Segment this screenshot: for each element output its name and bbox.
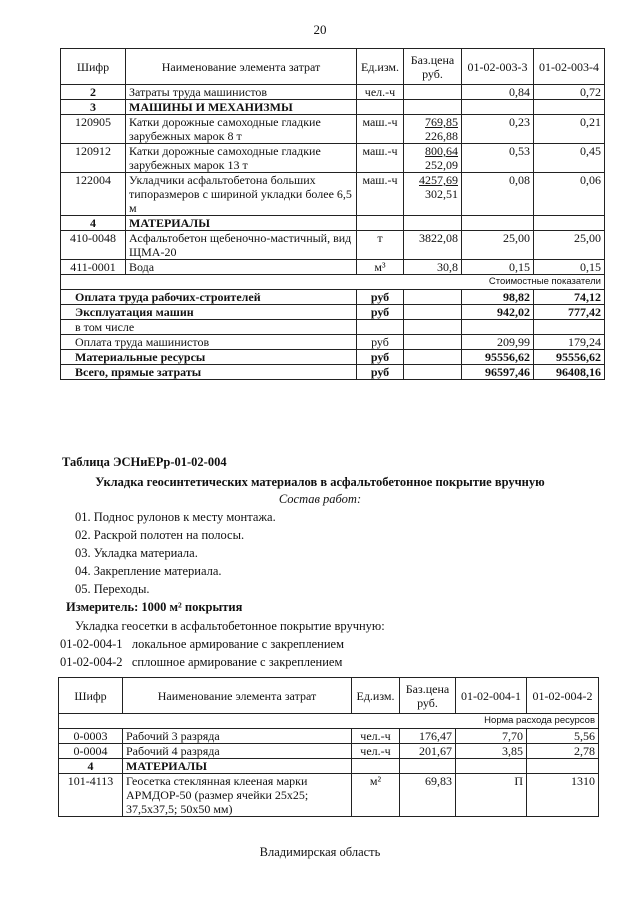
cost-label-row: Стоимостные показатели xyxy=(61,275,605,290)
header-unit: Ед.изм. xyxy=(357,49,404,85)
work-step: 02. Раскрой полотен на полосы. xyxy=(75,528,245,542)
page-number: 20 xyxy=(313,22,327,37)
header-price: Баз.цена руб. xyxy=(400,678,456,714)
section-title: Укладка геосинтетических материалов в асфальтобетонное покрытие вручную xyxy=(95,475,545,489)
table-row: 2 Затраты труда машинистов чел.-ч 0,84 0,72 xyxy=(61,85,605,100)
table-row: 411-0001 Вода м³ 30,8 0,15 0,15 xyxy=(61,260,605,275)
table-header-row xyxy=(59,678,599,714)
header-col1: 01-02-004-1 xyxy=(456,678,527,714)
measure-unit: Измеритель: 1000 м² покрытия xyxy=(66,600,243,614)
table-row: 0-0003 Рабочий 3 разряда чел.-ч 176,47 7,70 5,56 xyxy=(59,729,599,744)
summary-row: Оплата труда машинистов руб 209,99 179,24 xyxy=(61,335,605,350)
work-step: 05. Переходы. xyxy=(75,582,150,596)
header-code: Шифр xyxy=(59,678,123,714)
header-code: Шифр xyxy=(61,49,126,85)
section-row: 4 МАТЕРИАЛЫ xyxy=(59,759,599,774)
header-col2: 01-02-003-4 xyxy=(534,49,605,85)
table-row: 120912 Катки дорожные самоходные гладкие зарубежных марок 13 т маш.-ч 800,64 252,09 0,53 0,45 xyxy=(61,144,605,173)
work-step: 04. Закрепление материала. xyxy=(75,564,222,578)
composition-heading: Состав работ: xyxy=(278,492,362,506)
header-name: Наименование элемента затрат xyxy=(123,678,352,714)
section-row: 3 МАШИНЫ И МЕХАНИЗМЫ xyxy=(61,100,605,115)
section-row: 4 МАТЕРИАЛЫ xyxy=(61,216,605,231)
table-row: 101-4113 Геосетка стеклянная клееная марки АРМДОР-50 (размер ячейки 25х25; 37,5х37,5; 50х50 мм) м² 69,83 П 1310 xyxy=(59,774,599,817)
summary-row: Всего, прямые затраты руб 96597,46 96408,16 xyxy=(61,365,605,380)
table-row: 0-0004 Рабочий 4 разряда чел.-ч 201,67 3,85 2,78 xyxy=(59,744,599,759)
work-description: Укладка геосетки в асфальтобетонное покрытие вручную: xyxy=(75,619,385,633)
header-price: Баз.цена руб. xyxy=(404,49,462,85)
norm-label-row: Норма расхода ресурсов xyxy=(59,714,599,729)
table-row: 410-0048 Асфальтобетон щебеночно-мастичный, вид ЩМА-20 т 3822,08 25,00 25,00 xyxy=(61,231,605,260)
summary-row: Оплата труда рабочих-строителей руб 98,82 74,12 xyxy=(61,290,605,305)
work-step: 01. Поднос рулонов к месту монтажа. xyxy=(75,510,276,524)
table-row: 122004 Укладчики асфальтобетона больших типоразмеров с шириной укладки более 6,5 м маш.-ч 4257,69 302,51 0,08 0,06 xyxy=(61,173,605,216)
cost-table-1 xyxy=(60,48,605,380)
summary-row: Материальные ресурсы руб 95556,62 95556,62 xyxy=(61,350,605,365)
table-row: 120905 Катки дорожные самоходные гладкие зарубежных марок 8 т маш.-ч 769,85 226,88 0,23 0,21 xyxy=(61,115,605,144)
cost-table-2 xyxy=(58,677,599,817)
variant-item: 01-02-004-2 сплошное армирование с закреплением xyxy=(60,655,343,669)
variant-item: 01-02-004-1 локальное армирование с закреплением xyxy=(60,637,344,651)
page-footer: Владимирская область xyxy=(259,845,381,859)
work-step: 03. Укладка материала. xyxy=(75,546,198,560)
header-name: Наименование элемента затрат xyxy=(126,49,357,85)
header-col2: 01-02-004-2 xyxy=(527,678,599,714)
table-header-row xyxy=(61,49,605,85)
summary-row: Эксплуатация машин руб 942,02 777,42 xyxy=(61,305,605,320)
table-label: Таблица ЭСНиЕРр-01-02-004 xyxy=(62,455,227,469)
header-unit: Ед.изм. xyxy=(352,678,400,714)
summary-row: в том числе xyxy=(61,320,605,335)
header-col1: 01-02-003-3 xyxy=(462,49,534,85)
